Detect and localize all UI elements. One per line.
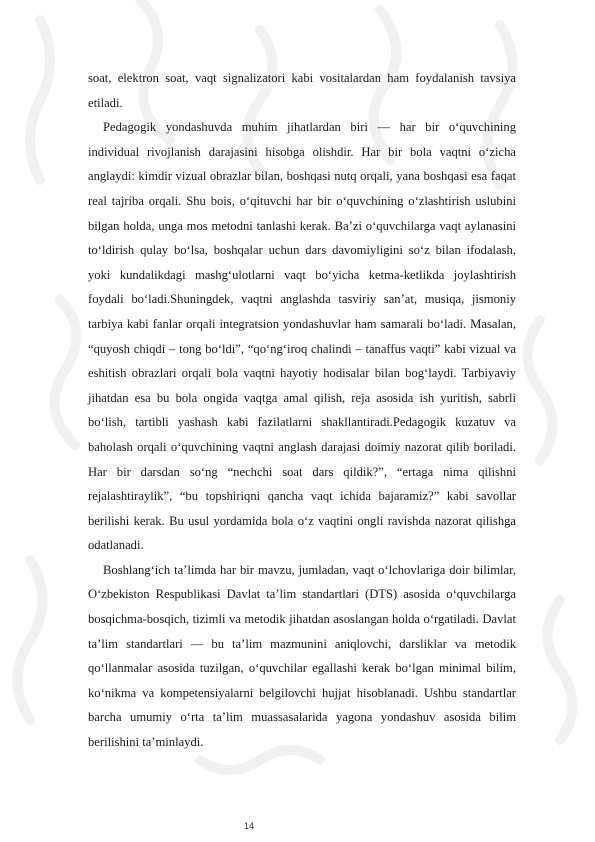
- paragraph-pedagogical-approach: Pedagogik yondashuvda muhim jihatlardan biri — har bir o‘quvchining individual rivojlanish darajasini hisobga olishdir. Har bir bola vaqtni o‘zicha anglaydi: kimdir vizual obrazlar bilan, boshqasi nutq orqali, yana boshqasi esa faqat real tajriba orqali. Shu bois, o‘qituvchi har bir o‘quvchining o‘zlashtirish uslubini bilgan holda, unga mos metodni tanlashi kerak. Ba’zi o‘quvchilarga vaqt aylanasini to‘ldirish qulay bo‘lsa, boshqalar uchun dars davomiyligini so‘z bilan ifodalash, yoki kundalikdagi mashg‘ulotlarni vaqt bo‘yicha ketma-ketlikda joylashtirish foydali bo‘ladi.Shuningdek, vaqtni anglashda tasviriy san’at, musiqa, jismoniy tarbiya kabi fanlar orqali integratsion yondashuvlar ham samarali bo‘ladi. Masalan, “quyosh chiqdi – tong bo‘ldi”, “qo‘ng‘iroq chalindi – tanaffus vaqti” kabi vizual va eshitish obrazlari orqali bola vaqtni hayotiy hodisalar bilan bog‘laydi. Tarbiyaviy jihatdan esa bu bola ongida vaqtga amal qilish, reja asosida ish yuritish, sabrli bo‘lish, tartibli yashash kabi fazilatlarni shakllantiradi.Pedagogik kuzatuv va baholash orqali o‘quvchining vaqtni anglash darajasi doimiy nazorat qilib boriladi. Har bir darsdan so‘ng “nechchi soat dars qildik?”, “ertaga nima qilishni rejalashtiraylik”, “bu topshiriqni qancha vaqt ichida bajaramiz?” kabi savollar berilishi kerak. Bu usul yordamida bola o‘z vaqtini ongli ravishda nazorat qilishga odatlanadi.: [88, 120, 516, 553]
- paragraph-state-standards: Boshlang‘ich ta’limda har bir mavzu, jumladan, vaqt o‘lchovlariga doir bilimlar, O‘zbekiston Respublikasi Davlat ta’lim standartlari (DTS) asosida o‘quvchilarga bosqichma-bosqich, tizimli va metodik jihatdan asoslangan holda o‘rgatiladi. Davlat ta’lim standartlari — bu ta’lim mazmunini aniqlovchi, darsliklar va metodik qo‘llanmalar asosida tuzilgan, o‘quvchilar egallashi kerak bo‘lgan minimal bilim, ko‘nikma va kompetensiyalarni belgilovchi hujjat hisoblanadi. Ushbu standartlar barcha umumiy o‘rta ta’lim muassasalarida yagona yondashuv asosida bilim berilishini ta’minlaydi.: [88, 562, 516, 750]
- page-number: 14: [244, 821, 255, 831]
- paragraph-continuation: soat, elektron soat, vaqt signalizatori kabi vositalardan ham foydalanish tavsiya etiladi.: [88, 71, 516, 110]
- document-body: [88, 66, 516, 755]
